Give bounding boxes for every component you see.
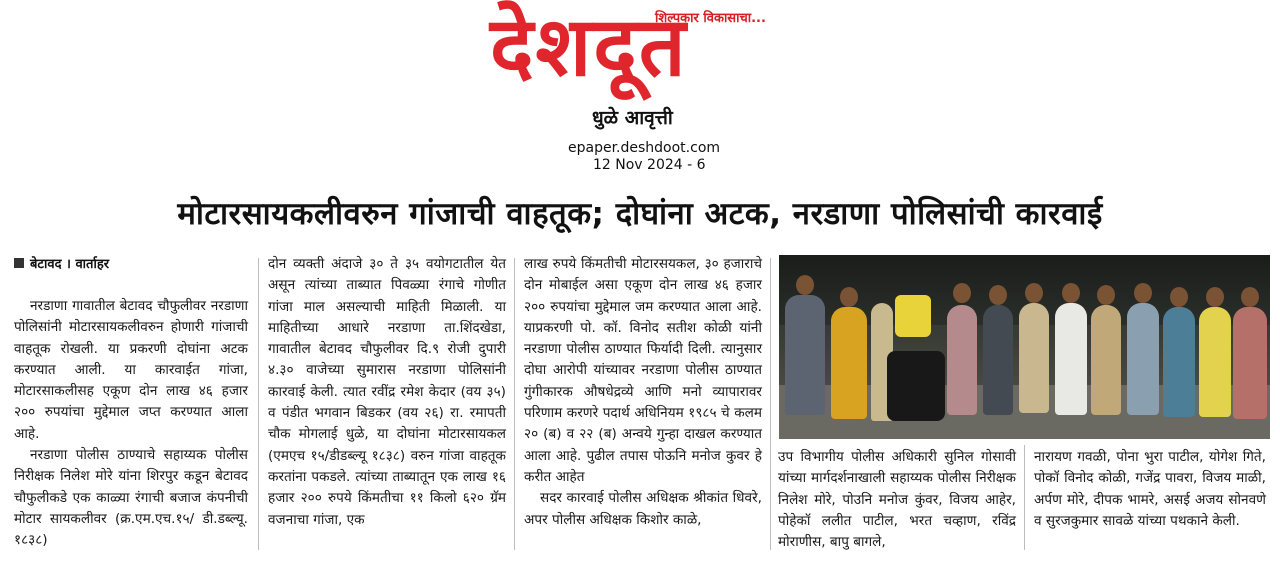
photo-person xyxy=(831,307,867,419)
masthead-tagline: शिल्पकार विकासाचा... xyxy=(655,11,766,26)
article-column-2 xyxy=(268,254,506,531)
photo-motorcycle xyxy=(887,351,945,421)
article-column-1 xyxy=(14,296,248,552)
photo-person xyxy=(1019,303,1049,413)
photo-person xyxy=(1127,303,1159,415)
article-column-4 xyxy=(778,447,1016,553)
square-icon xyxy=(14,258,24,268)
photo-person-head xyxy=(796,275,814,295)
paragraph: लाख रुपये किंमतीची मोटारसयकल, ३० हजाराचे दोन मोबाईल असा एकूण दोन लाख ४६ हजार २०० रुपयांचा मुद्देमाल जम करण्यात आला आहे. याप्रकरणी पो. कॉ. विनोद सतीश कोळी यांनी नरडाणा पोलीस ठाण्यात फिर्यादी दिली. त्यानुसार दोघा आरोपी यांच्यावर नरडाणा पोलीस ठाण्यात गुंगीकारक औषधेद्रव्ये आणि मनो व्यापारावर परिणाम करणरे पदार्थ अधिनियम १९८५ चे कलम २० (ब) व २२ (ब) अन्वये गुन्हा दाखल करण्यात आला आहे. पुढील तपास पोऊनि मनोज कुवर हे करीत आहेत xyxy=(524,256,762,485)
photo-person xyxy=(947,305,977,415)
photo-person-head xyxy=(1097,285,1115,305)
photo-person xyxy=(1199,307,1231,417)
photo-person xyxy=(1233,307,1267,419)
photo-person-head xyxy=(840,287,858,307)
photo-person-head xyxy=(1206,287,1224,307)
photo-person xyxy=(1091,305,1121,415)
photo-person-head xyxy=(1241,287,1259,307)
article-column-3 xyxy=(524,254,762,531)
photo-person xyxy=(1163,307,1195,417)
article-headline: मोटारसायकलीवरुन गांजाची वाहतूक; दोघांना अटक, नरडाणा पोलिसांची कारवाई xyxy=(177,196,1103,232)
photo-person-head xyxy=(1025,283,1043,303)
paragraph: दोन व्यक्ती अंदाजे ३० ते ३५ वयोगटातील येत असून त्यांच्या ताब्यात पिवळ्या रंगाचे गोणीत गांजा माल असल्याची माहिती मिळाली. या माहितीच्या आधारे नरडाणा ता.शिंदखेडा, गावातील बेटावद चौफुलीवर दि.९ रोजी दुपारी ४.३० वाजेच्या सुमारास नरडाणा पोलिसांनी कारवाई केली. त्यात रवींद्र रमेश केदार (वय ३५) व पंडीत भगवान बिडकर (वय २६) रा. रमापती चौक मोगलाई धुळे, या दोघांना मोटारसायकल (एमएच १५/डीडब्ल्यू १८३८) वरुन गांजा वाहतूक करतांना पकडले. त्यांच्या ताब्यातून एक लाख १६ हजार २०० रुपये किंमतीचा ११ किलो ६२० ग्रॅम वजनाचा गांजा, एक xyxy=(268,256,506,528)
masthead xyxy=(0,0,1280,178)
paragraph: नरडाणा गावातील बेटावद चौफुलीवर नरडाणा पोलिसांनी मोटारसायकलीवरुन होणारी गांजाची वाहतूक रोखली. या प्रकरणी दोघांना अटक करण्यात आली. या कारवाईत गांजा, मोटारसाकलीसह एकूण दोन लाख ४६ हजार २०० रुपयांचा मुद्देमाल जप्त करण्यात आला आहे. xyxy=(14,298,248,442)
deshdoot-logo: देशदूत xyxy=(490,0,688,95)
epaper-url: epaper.deshdoot.com xyxy=(568,140,721,156)
photo-person xyxy=(983,305,1013,415)
photo-person-head xyxy=(989,285,1007,305)
news-photo xyxy=(779,255,1270,439)
column-divider xyxy=(770,258,771,550)
article-column-5 xyxy=(1034,447,1266,532)
paragraph: सदर कारवाई पोलीस अधिक्षक श्रीकांत धिवरे, अपर पोलीस अधिक्षक किशोर काळे, xyxy=(524,490,762,528)
photo-person-head xyxy=(953,283,971,303)
byline xyxy=(14,254,109,272)
edition-label: धुळे आवृत्ती xyxy=(592,107,673,129)
paragraph: उप विभागीय पोलीस अधिकारी सुनिल गोसावी यांच्या मार्गदर्शनाखाली सहाय्यक पोलीस निरीक्षक निलेश मोरे, पोउनि मनोज कुंवर, विजय आहेर, पोहेकॉ ललीत पाटील, भरत चव्हाण, रविंद्र मोराणीस, बापु बागले, xyxy=(778,449,1016,551)
photo-person-head xyxy=(1062,283,1080,303)
photo-person-head xyxy=(1170,287,1188,307)
paragraph: नारायण गवळी, पोना भुरा पाटील, योगेश गिते, पोकॉ विनोद कोळी, गजेंद्र पावरा, विजय माळी, अर्पण मोरे, दीपक भामरे, असई अजय सोनवणे व सुरजकुमार सावळे यांच्या पथकाने केली. xyxy=(1034,449,1266,529)
photo-person xyxy=(1055,303,1087,415)
date-page: 12 Nov 2024 - 6 xyxy=(593,157,706,173)
paragraph: नरडाणा पोलीस ठाण्याचे सहाय्यक पोलीस निरीक्षक निलेश मोरे यांना शिरपुर कडून बेटावद चौफुलीकडे एक काळ्या रंगाची बजाज कंपनीची मोटार सायकलीवर (क्र.एम.एच.१५/ डी.डब्ल्यू. १८३८) xyxy=(14,447,248,549)
photo-person xyxy=(785,295,825,415)
column-divider xyxy=(258,258,259,550)
photo-person-head xyxy=(1134,283,1152,303)
photo-ganja-bag xyxy=(895,295,931,337)
column-divider xyxy=(514,258,515,550)
byline-text: बेटावद । वार्ताहर xyxy=(30,257,110,272)
column-divider xyxy=(1024,445,1025,550)
